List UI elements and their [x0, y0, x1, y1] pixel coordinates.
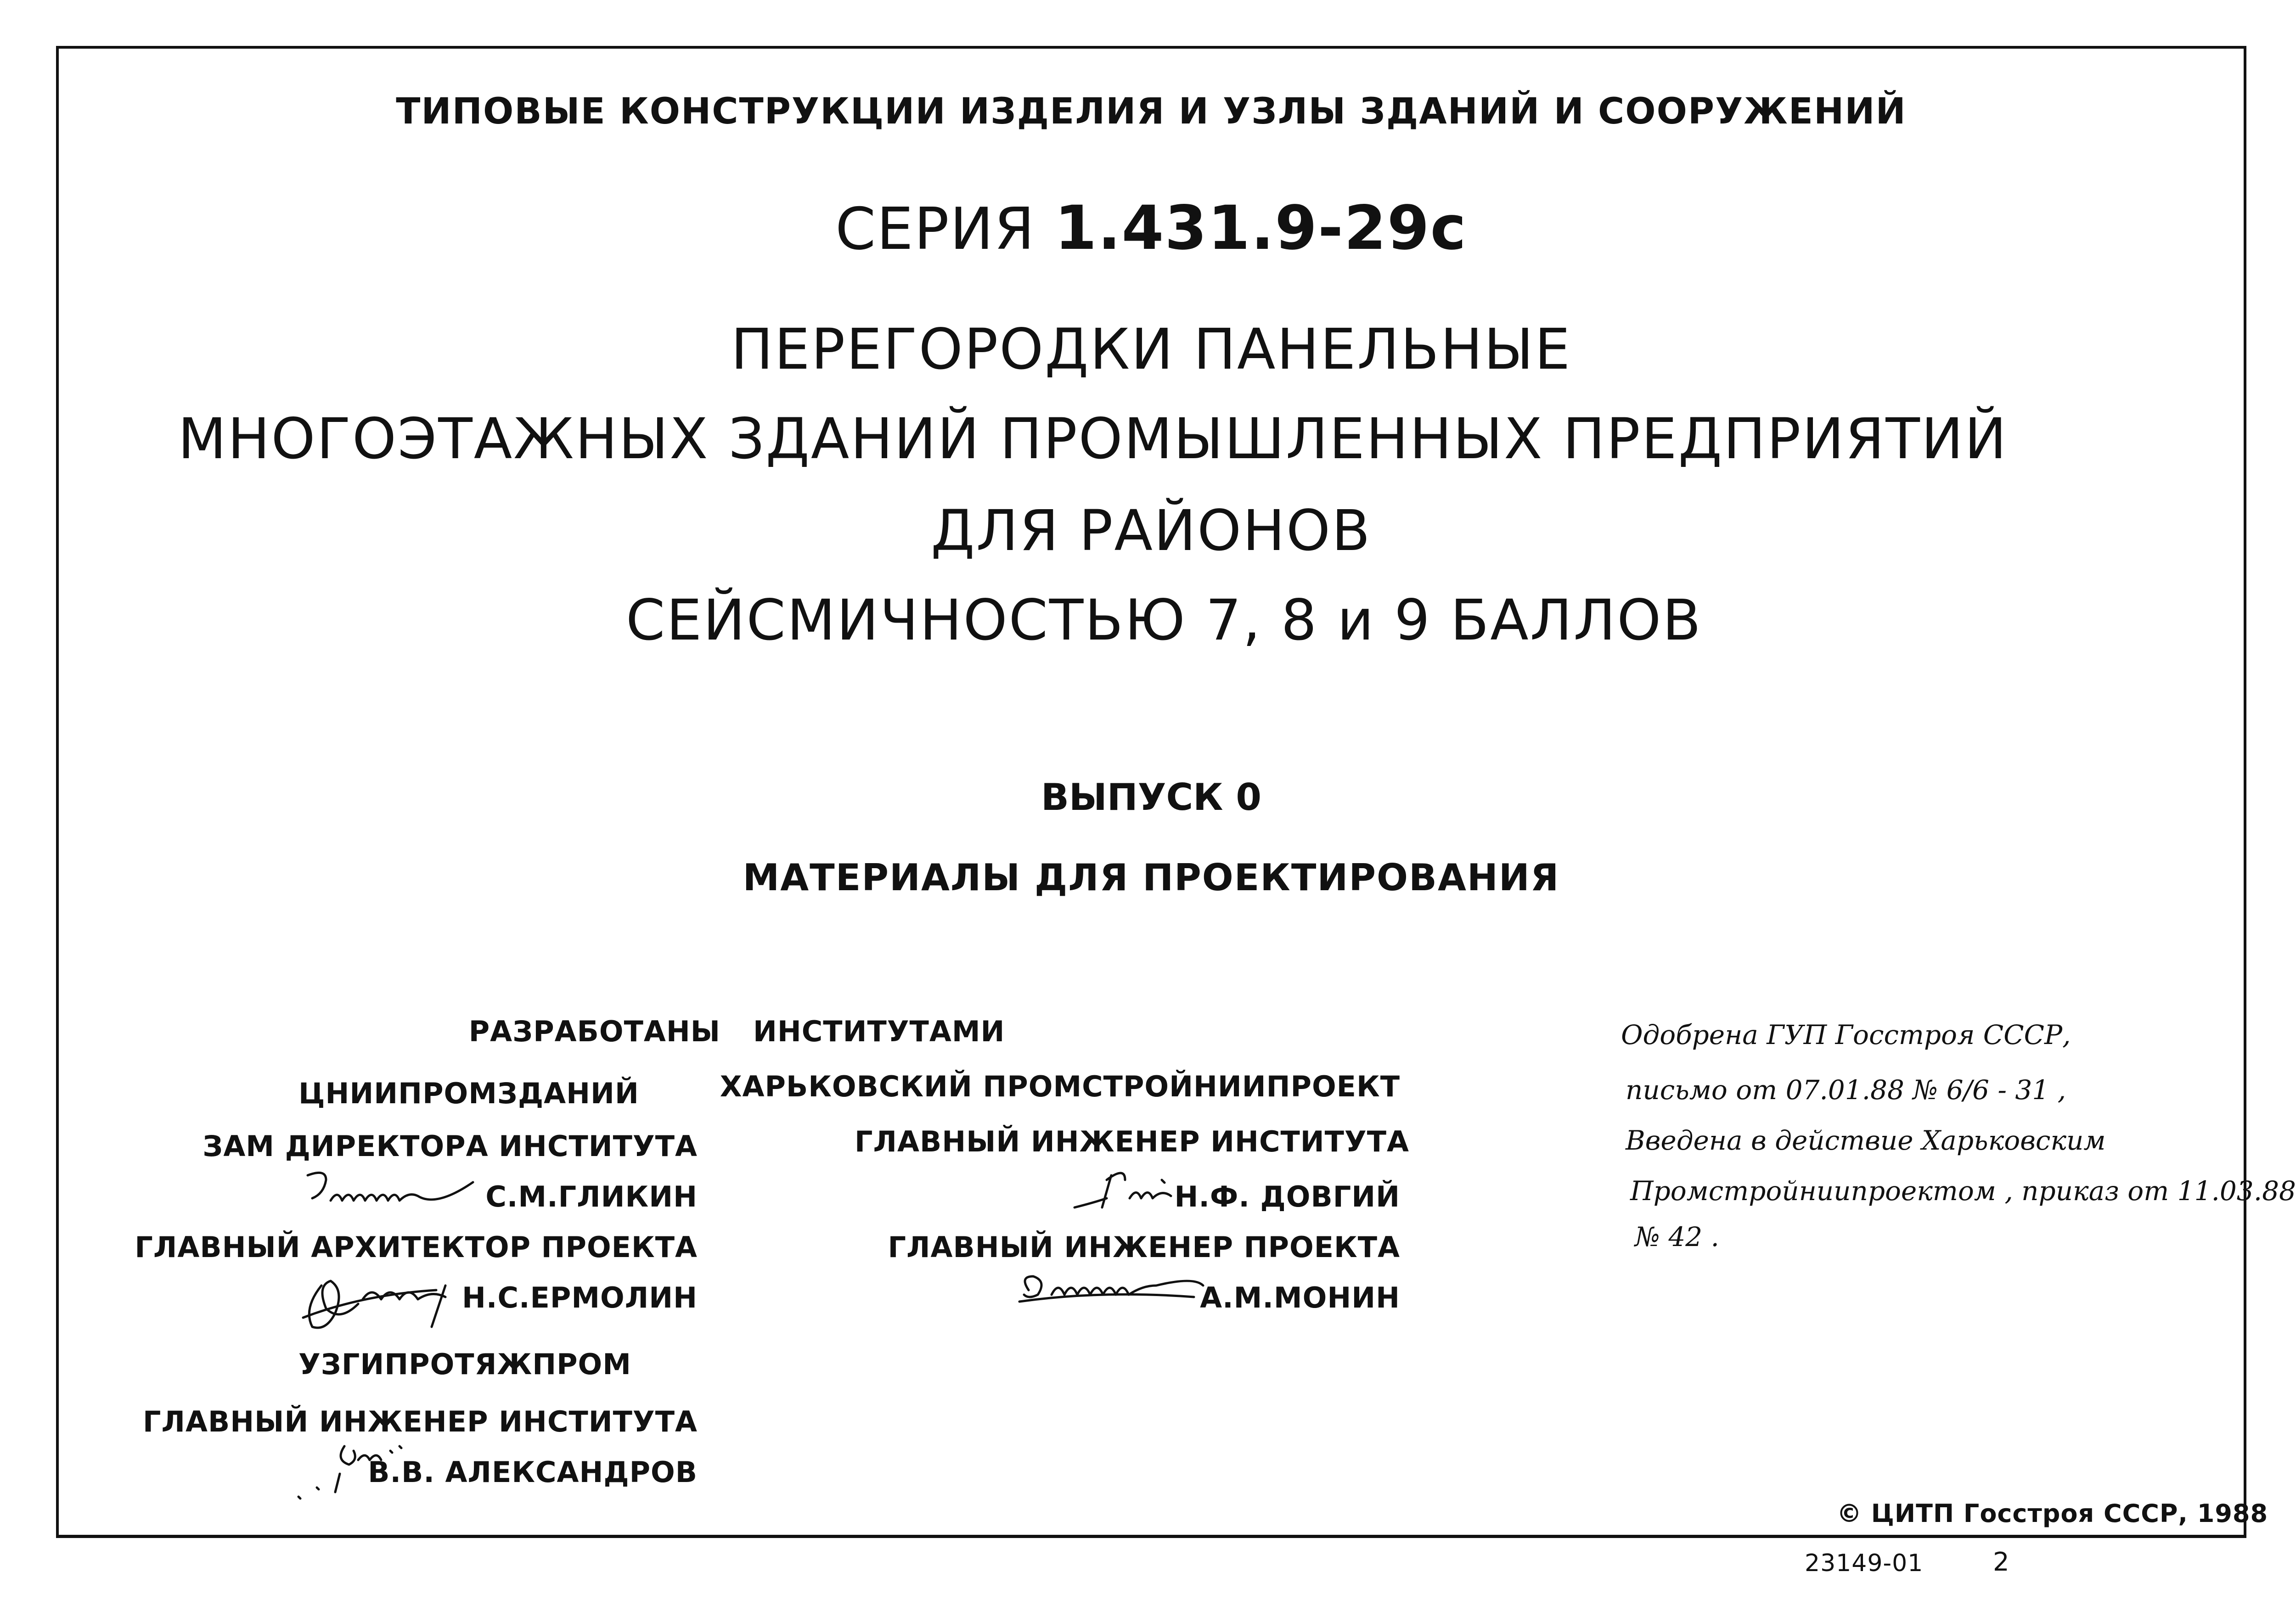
institute-kharkov-promstroyniiproekt: ХАРЬКОВСКИЙ ПРОМСТРОЙНИИПРОЕКТ	[720, 1070, 1400, 1103]
copyright: © ЦИТП Госстроя СССР, 1988	[1837, 1499, 2268, 1528]
role-chief-engineer-project: ГЛАВНЫЙ ИНЖЕНЕР ПРОЕКТА	[888, 1230, 1400, 1264]
name-dovgiy: Н.Ф. ДОВГИЙ	[1174, 1180, 1400, 1213]
issue-number: ВЫПУСК 0	[1041, 776, 1262, 819]
series-prefix: СЕРИЯ	[835, 195, 1055, 263]
title-line-3: ДЛЯ РАЙОНОВ	[931, 498, 1372, 563]
page-number: 2	[1993, 1547, 2010, 1577]
name-ermolin: Н.С.ЕРМОЛИН	[462, 1281, 698, 1314]
title-line-4: СЕЙСМИЧНОСТЬЮ 7, 8 и 9 БАЛЛОВ	[626, 588, 1702, 653]
approval-line-3: Введена в действие Харьковским	[1626, 1125, 2106, 1156]
approval-line-1: Одобрена ГУП Госстроя СССР,	[1621, 1019, 2071, 1050]
signature-dovgiy	[1065, 1157, 1185, 1217]
document-category: ТИПОВЫЕ КОНСТРУКЦИИ ИЗДЕЛИЯ И УЗЛЫ ЗДАНИЙ И СООРУЖЕНИЙ	[396, 91, 1907, 132]
series-number: 1.431.9-29с	[1054, 193, 1467, 264]
approval-line-2: письмо от 07.01.88 № 6/6 - 31 ,	[1626, 1074, 2066, 1106]
role-deputy-director: ЗАМ ДИРЕКТОРА ИНСТИТУТА	[203, 1129, 698, 1163]
institute-tsniipromzdaniy: ЦНИИПРОМЗДАНИЙ	[298, 1077, 639, 1110]
name-aleksandrov: В.В. АЛЕКСАНДРОВ	[368, 1455, 698, 1489]
name-glikin: С.М.ГЛИКИН	[485, 1180, 698, 1213]
title-line-1: ПЕРЕГОРОДКИ ПАНЕЛЬНЫЕ	[731, 317, 1572, 382]
name-monin: А.М.МОНИН	[1200, 1281, 1400, 1314]
institute-uzgiprotyazhprom: УЗГИПРОТЯЖПРОМ	[298, 1347, 631, 1381]
approval-line-5: № 42 .	[1635, 1221, 1719, 1252]
developers-heading-left: РАЗРАБОТАНЫ	[468, 1015, 720, 1048]
approval-line-4: Промстройниипроектом , приказ от 11.03.88	[1630, 1175, 2296, 1207]
document-number: 23149-01	[1805, 1549, 1924, 1577]
role-chief-architect: ГЛАВНЫЙ АРХИТЕКТОР ПРОЕКТА	[135, 1230, 698, 1264]
developers-heading-right: ИНСТИТУТАМИ	[753, 1015, 1005, 1048]
role-chief-engineer-left: ГЛАВНЫЙ ИНЖЕНЕР ИНСТИТУТА	[143, 1405, 698, 1438]
title-line-2: МНОГОЭТАЖНЫХ ЗДАНИЙ ПРОМЫШЛЕННЫХ ПРЕДПРИЯТИЙ	[178, 406, 2008, 472]
role-chief-engineer-institute: ГЛАВНЫЙ ИНЖЕНЕР ИНСТИТУТА	[855, 1125, 1409, 1158]
issue-name: МАТЕРИАЛЫ ДЛЯ ПРОЕКТИРОВАНИЯ	[743, 856, 1560, 899]
series-line	[56, 193, 2246, 264]
